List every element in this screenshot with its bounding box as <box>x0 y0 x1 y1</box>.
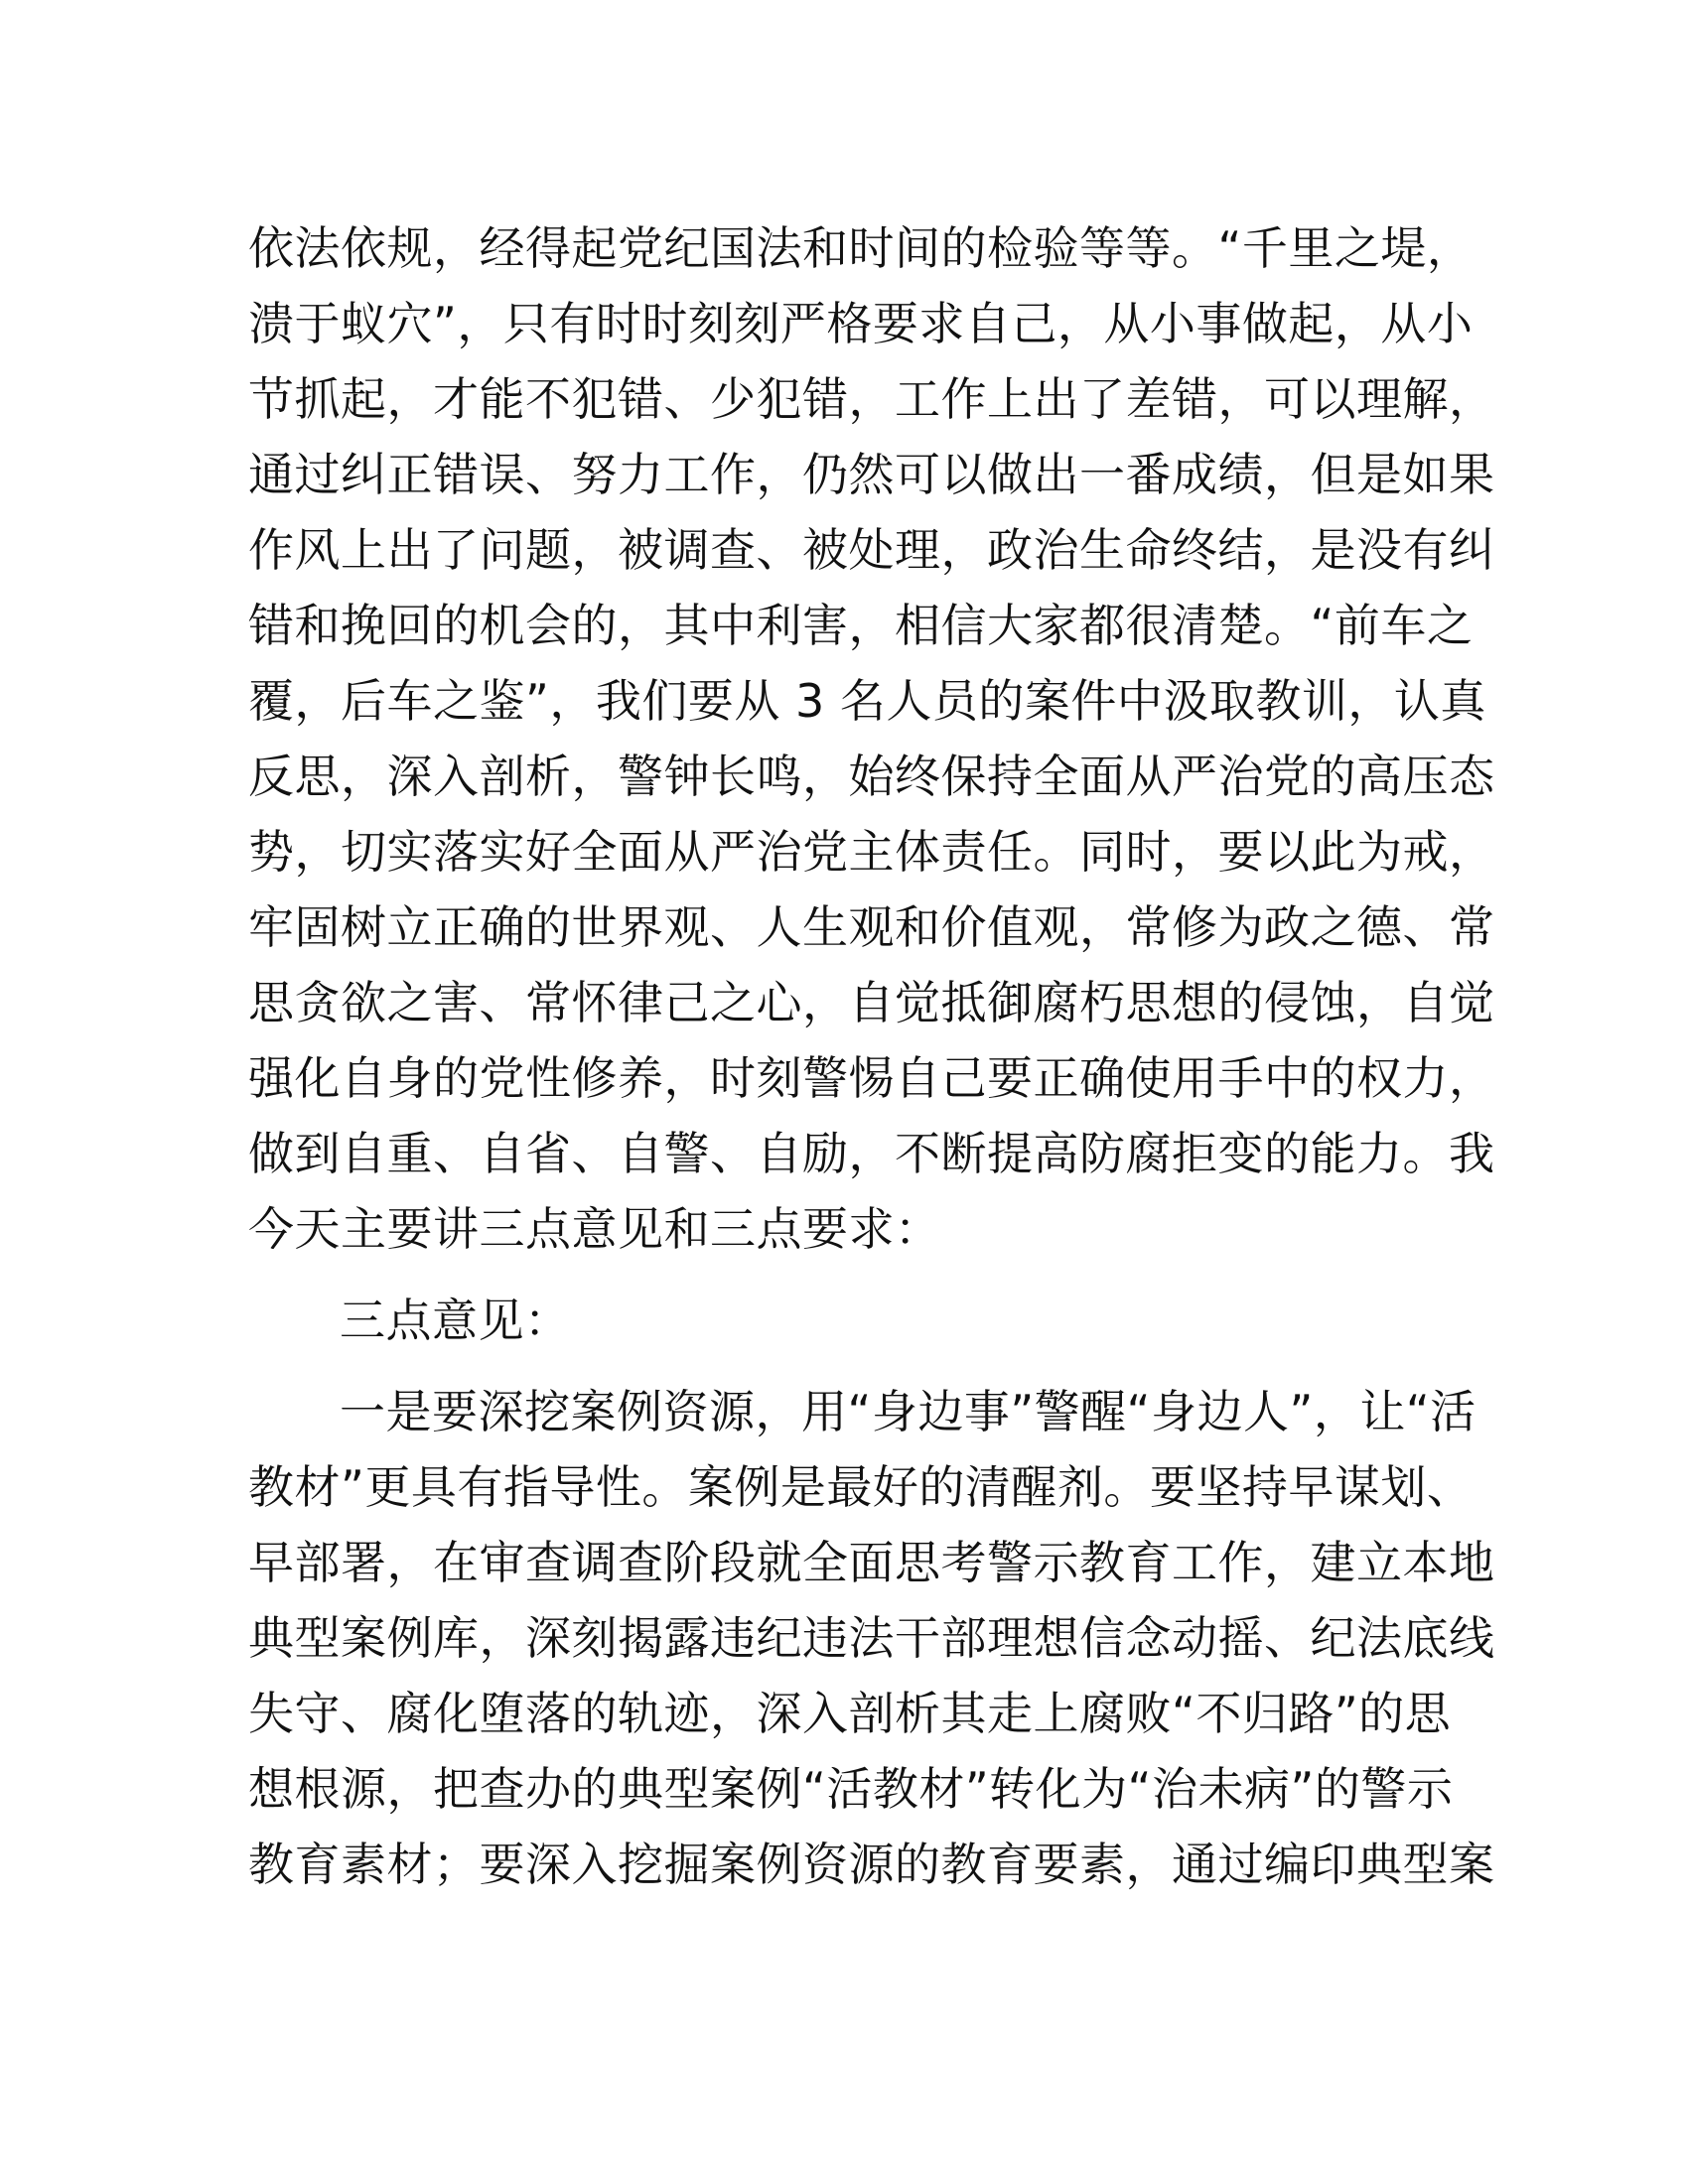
text-line: 做到自重、自省、自警、自励，不断提高防腐拒变的能力。我 <box>248 1127 1495 1180</box>
paragraph-1 <box>248 210 1495 1267</box>
text-line: 错和挽回的机会的，其中利害，相信大家都很清楚。“前车之 <box>248 599 1474 652</box>
text-line: 通过纠正错误、努力工作，仍然可以做出一番成绩，但是如果 <box>248 448 1495 501</box>
text-line: 势，切实落实好全面从严治党主体责任。同时，要以此为戒， <box>248 825 1495 879</box>
text-line: 覆，后车之鉴”，我们要从 3 名人员的案件中汲取教训，认真 <box>248 674 1486 728</box>
text-line: 教材”更具有指导性。案例是最好的清醒剂。要坚持早谋划、 <box>248 1460 1474 1514</box>
text-line: 教育素材；要深入挖掘案例资源的教育要素，通过编印典型案 <box>248 1838 1495 1891</box>
text-line: 失守、腐化堕落的轨迹，深入剖析其走上腐败“不归路”的思 <box>248 1687 1452 1740</box>
text-line: 反思，深入剖析，警钟长鸣，始终保持全面从严治党的高压态 <box>248 750 1495 803</box>
paragraph-2 <box>248 1374 1495 1902</box>
document-body <box>248 210 1495 1902</box>
text-line: 节抓起，才能不犯错、少犯错，工作上出了差错，可以理解， <box>248 372 1495 426</box>
section-heading <box>248 1283 1440 1358</box>
text-line: 作风上出了问题，被调查、被处理，政治生命终结，是没有纠 <box>248 523 1495 577</box>
text-line: 牢固树立正确的世界观、人生观和价值观，常修为政之德、常 <box>248 900 1495 954</box>
text-line: 典型案例库，深刻揭露违纪违法干部理想信念动摇、纪法底线 <box>248 1611 1495 1665</box>
text-line: 想根源，把查办的典型案例“活教材”转化为“治未病”的警示 <box>248 1762 1454 1816</box>
text-line: 今天主要讲三点意见和三点要求： <box>248 1202 941 1256</box>
text-line: 强化自身的党性修养，时刻警惕自己要正确使用手中的权力， <box>248 1051 1495 1105</box>
text-line: 一是要深挖案例资源，用“身边事”警醒“身边人”，让“活 <box>340 1385 1477 1438</box>
text-line: 溃于蚁穴”，只有时时刻刻严格要求自己，从小事做起，从小 <box>248 297 1474 350</box>
heading-text: 三点意见： <box>340 1294 571 1347</box>
text-line: 思贪欲之害、常怀律己之心，自觉抵御腐朽思想的侵蚀，自觉 <box>248 976 1495 1029</box>
text-line: 依法依规，经得起党纪国法和时间的检验等等。“千里之堤， <box>248 221 1474 275</box>
text-line: 早部署，在审查调查阶段就全面思考警示教育工作，建立本地 <box>248 1536 1495 1589</box>
